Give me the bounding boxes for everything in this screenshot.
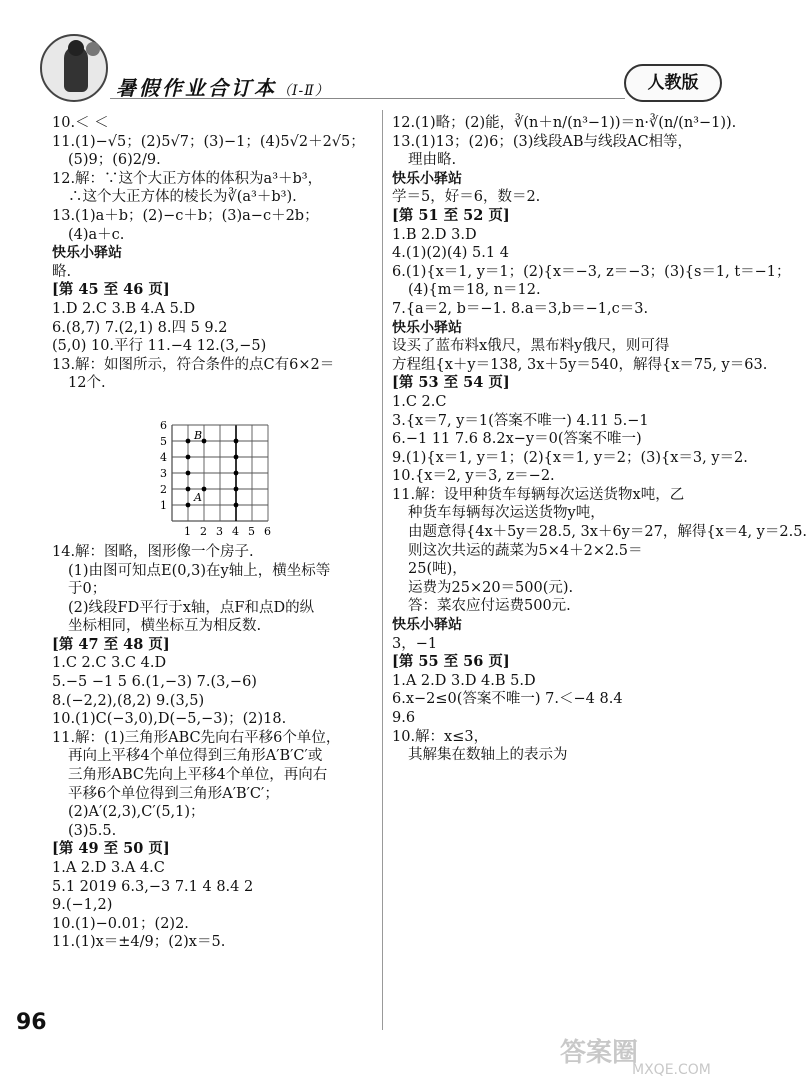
x-tick-label: 6: [264, 524, 271, 538]
page-header: [0, 0, 750, 110]
page-number: 96: [16, 1010, 47, 1035]
column-divider: [382, 110, 383, 1030]
answer-line: 坐标相同，横坐标互为相反数.: [68, 618, 262, 635]
watermark-logo: 答案圈: [560, 1038, 639, 1068]
section-heading: 快乐小驿站: [392, 319, 462, 336]
grid-point: [186, 503, 191, 508]
answer-line: 6.(1){x＝1, y＝1；(2){x＝−3, z＝−3；(3){s＝1, t＝−1；: [392, 263, 791, 280]
answer-line: 5.1 2019 6.3,−3 7.1 4 8.4 2: [52, 878, 254, 895]
answer-line: (2)A′(2,3),C′(5,1)；: [68, 804, 205, 821]
grid-point: [234, 471, 239, 476]
answer-line: 1.D 2.C 3.B 4.A 5.D: [52, 300, 196, 317]
answer-line: 1.B 2.D 3.D: [392, 226, 477, 243]
page-range-heading: [第 51 至 52 页]: [392, 206, 510, 224]
coordinate-grid-figure: [52, 393, 370, 543]
book-title-suffix: （Ⅰ-Ⅱ）: [277, 83, 330, 99]
answer-line: 10.{x＝2, y＝3, z＝−2.: [392, 468, 555, 485]
x-tick-label: 3: [216, 524, 223, 538]
answer-line: 平移6个单位得到三角形A′B′C′；: [68, 785, 279, 802]
answer-line: 4.(1)(2)(4) 5.1 4: [392, 245, 509, 262]
section-heading: 快乐小驿站: [392, 617, 462, 634]
answer-line: 1.A 2.D 3.D 4.B 5.D: [392, 672, 536, 689]
answer-line: 答：菜农应付运费500元.: [408, 598, 571, 615]
section-heading: 快乐小驿站: [392, 170, 462, 187]
page-range-heading: [第 55 至 56 页]: [392, 653, 510, 671]
answer-line: 11.(1)−√5；(2)5√7；(3)−1；(4)5√2＋2√5；: [52, 133, 365, 150]
left-answer-column: [52, 114, 370, 952]
book-title: [116, 72, 330, 101]
y-tick-label: 6: [160, 418, 167, 432]
coordinate-grid-svg: [52, 393, 370, 543]
grid-point: [186, 471, 191, 476]
answer-line: 则这次共运的蔬菜为5×4＋2×2.5＝: [408, 542, 643, 559]
answer-line: 11.解：设甲种货车每辆每次运送货物x吨，乙: [392, 486, 685, 503]
watermark-url: MXQE.COM: [632, 1062, 711, 1078]
answer-line: 1.C 2.C 3.C 4.D: [52, 655, 167, 672]
answer-line: 11.(1)x＝±4/9；(2)x＝5.: [52, 934, 226, 951]
x-tick-label: 4: [232, 524, 239, 538]
y-tick-label: 2: [160, 482, 167, 496]
answer-line: 12.解：∵这个大正方体的体积为a³＋b³，: [52, 170, 323, 187]
page-range-heading: [第 49 至 50 页]: [52, 840, 170, 858]
y-tick-label: 3: [160, 466, 167, 480]
answer-line: (2)线段FD平行于x轴，点F和点D的纵: [68, 599, 315, 616]
answer-line: 6.x−2≤0(答案不唯一) 7.＜−4 8.4: [392, 691, 623, 708]
answer-line: (1)由图可知点E(0,3)在y轴上，横坐标等: [68, 562, 331, 579]
answer-line: 9.6: [392, 710, 416, 726]
answer-line: (4){m＝18, n＝12.: [408, 282, 541, 299]
answer-line: 5.−5 −1 5 6.(1,−3) 7.(3,−6): [52, 674, 257, 691]
grid-point: [186, 455, 191, 460]
answer-line: ∴这个大正方体的棱长为∛(a³＋b³).: [68, 189, 297, 206]
answer-line: 三角形ABC先向上平移4个单位，再向右: [68, 767, 328, 784]
grid-point: [234, 455, 239, 460]
answer-line: 1.C 2.C: [392, 393, 447, 410]
answer-line: (5,0) 10.平行 11.−4 12.(3,−5): [52, 338, 267, 355]
answer-line: 11.解：(1)三角形ABC先向右平移6个单位，: [52, 729, 341, 746]
right-answer-column: [392, 114, 807, 765]
answer-line: 再向上平移4个单位得到三角形A′B′C′或: [68, 748, 323, 765]
answer-line: 10.解：x≤3，: [392, 728, 489, 745]
answer-line: (4)a＋c.: [68, 226, 125, 243]
answer-line: 3.{x＝7, y＝1(答案不唯一) 4.11 5.−1: [392, 412, 649, 429]
grid-point: [234, 439, 239, 444]
answer-line: 设买了蓝布料x俄尺，黑布料y俄尺，则可得: [392, 338, 670, 355]
answer-line: 10.＜ ＜: [52, 115, 109, 131]
answer-line: 方程组{x＋y＝138, 3x＋5y＝540，解得{x＝75, y＝63.: [392, 356, 768, 373]
answer-line: 1.A 2.D 3.A 4.C: [52, 860, 165, 876]
answer-line: 9.(−1,2): [52, 897, 113, 914]
grid-point: [202, 487, 207, 492]
answer-line: 由题意得{4x＋5y＝28.5, 3x＋6y＝27，解得{x＝4, y＝2.5.: [408, 524, 807, 541]
answer-line: 25(吨)，: [408, 561, 467, 578]
point-a-label: A: [194, 490, 202, 504]
answer-line: 8.(−2,2),(8,2) 9.(3,5): [52, 692, 205, 709]
answer-line: 种货车每辆每次运送货物y吨，: [408, 505, 605, 522]
answer-line: 10.(1)C(−3,0),D(−5,−3)；(2)18.: [52, 711, 287, 728]
grid-point: [186, 487, 191, 492]
x-tick-label: 1: [184, 524, 191, 538]
page-range-heading: [第 47 至 48 页]: [52, 635, 170, 653]
answer-line: 10.(1)−0.01；(2)2.: [52, 915, 189, 932]
y-tick-label: 5: [160, 434, 167, 448]
y-tick-label: 1: [160, 498, 167, 512]
point-b-label: B: [194, 428, 203, 442]
answer-line: 12个.: [68, 375, 106, 392]
header-rule: [110, 98, 625, 99]
answer-line: 9.(1){x＝1, y＝1；(2){x＝1, y＝2；(3){x＝3, y＝2.: [392, 449, 748, 466]
section-heading: 快乐小驿站: [52, 245, 122, 262]
page-range-heading: [第 45 至 46 页]: [52, 281, 170, 299]
y-tick-label: 4: [160, 450, 167, 464]
answer-line: 7.{a＝2, b＝−1. 8.a＝3,b＝−1,c＝3.: [392, 300, 649, 317]
answer-line: 其解集在数轴上的表示为: [408, 747, 568, 764]
answer-line: 13.解：如图所示，符合条件的点C有6×2＝: [52, 356, 335, 373]
answer-line: 学＝5，好＝6，数＝2.: [392, 189, 541, 206]
x-tick-label: 5: [248, 524, 255, 538]
grid-point: [234, 487, 239, 492]
answer-line: (5)9；(6)2/9.: [68, 152, 161, 169]
answer-line: 理由略.: [408, 152, 457, 169]
x-tick-label: 2: [200, 524, 207, 538]
answer-line: 6.−1 11 7.6 8.2x−y＝0(答案不唯一): [392, 431, 642, 448]
answer-line: 14.解：图略，图形像一个房子.: [52, 543, 254, 560]
answer-line: 12.(1)略；(2)能，∛(n＋n/(n³−1))＝n·∛(n/(n³−1)).: [392, 115, 737, 131]
grid-point: [186, 439, 191, 444]
edition-badge: 人教版: [624, 64, 722, 102]
answer-line: 13.(1)a＋b；(2)−c＋b；(3)a−c＋2b；: [52, 207, 319, 224]
answer-line: 13.(1)13；(2)6；(3)线段AB与线段AC相等，: [392, 133, 693, 150]
book-title-text: 暑假作业合订本: [116, 76, 277, 100]
answer-line: 运费为25×20＝500(元).: [408, 579, 574, 596]
grid-point: [234, 503, 239, 508]
mascot-logo-icon: [40, 34, 108, 102]
answer-line: 略.: [52, 263, 72, 280]
page-range-heading: [第 53 至 54 页]: [392, 374, 510, 392]
answer-line: (3)5.5.: [68, 822, 117, 839]
answer-line: 6.(8,7) 7.(2,1) 8.四 5 9.2: [52, 319, 228, 336]
answer-line: 3，−1: [392, 635, 438, 652]
grid-point: [202, 439, 207, 444]
answer-line: 于0；: [68, 581, 107, 598]
